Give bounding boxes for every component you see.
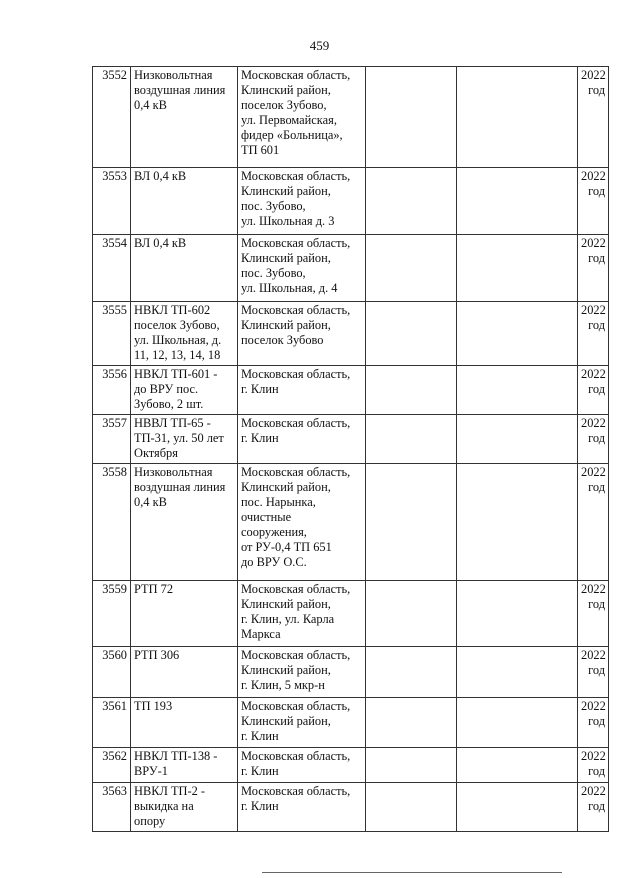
table-row	[93, 581, 609, 647]
year-cell: 2022 год	[578, 464, 609, 581]
empty-cell	[457, 783, 578, 832]
empty-cell	[457, 235, 578, 302]
object-address: Московская область, Клинский район, г. Клин, ул. Карла Маркса	[238, 581, 366, 647]
empty-cell	[366, 168, 457, 235]
row-number: 3559	[93, 581, 131, 647]
year-cell: 2022 год	[578, 415, 609, 464]
object-address: Московская область, Клинский район, поселок Зубово, ул. Первомайская, фидер «Больница», ТП 601	[238, 67, 366, 168]
table-row	[93, 464, 609, 581]
empty-cell	[457, 415, 578, 464]
table-row	[93, 698, 609, 748]
empty-cell	[366, 67, 457, 168]
table-row	[93, 67, 609, 168]
year-cell: 2022 год	[578, 366, 609, 415]
year-cell: 2022 год	[578, 168, 609, 235]
table-row	[93, 415, 609, 464]
row-number: 3554	[93, 235, 131, 302]
object-address: Московская область, Клинский район, пос. Нарынка, очистные сооружения, от РУ-0,4 ТП 651 до ВРУ О.С.	[238, 464, 366, 581]
year-cell: 2022 год	[578, 581, 609, 647]
empty-cell	[457, 581, 578, 647]
row-number: 3557	[93, 415, 131, 464]
object-address: Московская область, Клинский район, пос. Зубово, ул. Школьная д. 3	[238, 168, 366, 235]
object-address: Московская область, Клинский район, поселок Зубово	[238, 302, 366, 366]
row-number: 3558	[93, 464, 131, 581]
object-address: Московская область, Клинский район, г. Клин, 5 мкр-н	[238, 647, 366, 698]
row-number: 3553	[93, 168, 131, 235]
empty-cell	[457, 366, 578, 415]
empty-cell	[366, 464, 457, 581]
empty-cell	[366, 415, 457, 464]
year-cell: 2022 год	[578, 647, 609, 698]
row-number: 3562	[93, 748, 131, 783]
object-address: Московская область, г. Клин	[238, 783, 366, 832]
row-number: 3560	[93, 647, 131, 698]
empty-cell	[366, 581, 457, 647]
year-cell: 2022 год	[578, 302, 609, 366]
empty-cell	[366, 647, 457, 698]
object-name: НВКЛ ТП-138 - ВРУ-1	[131, 748, 238, 783]
object-address: Московская область, Клинский район, пос. Зубово, ул. Школьная, д. 4	[238, 235, 366, 302]
object-name: Низковольтная воздушная линия 0,4 кВ	[131, 464, 238, 581]
object-name: РТП 72	[131, 581, 238, 647]
year-cell: 2022 год	[578, 235, 609, 302]
year-cell: 2022 год	[578, 783, 609, 832]
empty-cell	[457, 67, 578, 168]
object-address: Московская область, г. Клин	[238, 366, 366, 415]
registry-table	[92, 66, 609, 832]
table-row	[93, 783, 609, 832]
object-name: ВЛ 0,4 кВ	[131, 168, 238, 235]
object-name: НВКЛ ТП-602 поселок Зубово, ул. Школьная, д. 11, 12, 13, 14, 18	[131, 302, 238, 366]
footer-divider	[262, 872, 562, 873]
row-number: 3563	[93, 783, 131, 832]
object-name: Низковольтная воздушная линия 0,4 кВ	[131, 67, 238, 168]
object-address: Московская область, г. Клин	[238, 748, 366, 783]
table-row	[93, 366, 609, 415]
empty-cell	[457, 647, 578, 698]
row-number: 3552	[93, 67, 131, 168]
empty-cell	[457, 464, 578, 581]
object-name: ВЛ 0,4 кВ	[131, 235, 238, 302]
object-name: НВВЛ ТП-65 - ТП-31, ул. 50 лет Октября	[131, 415, 238, 464]
empty-cell	[457, 168, 578, 235]
object-name: ТП 193	[131, 698, 238, 748]
row-number: 3561	[93, 698, 131, 748]
table-row	[93, 168, 609, 235]
table-row	[93, 647, 609, 698]
year-cell: 2022 год	[578, 698, 609, 748]
empty-cell	[366, 783, 457, 832]
year-cell: 2022 год	[578, 67, 609, 168]
table-row	[93, 302, 609, 366]
empty-cell	[366, 302, 457, 366]
object-name: РТП 306	[131, 647, 238, 698]
object-address: Московская область, г. Клин	[238, 415, 366, 464]
object-address: Московская область, Клинский район, г. Клин	[238, 698, 366, 748]
row-number: 3556	[93, 366, 131, 415]
row-number: 3555	[93, 302, 131, 366]
empty-cell	[366, 698, 457, 748]
empty-cell	[366, 235, 457, 302]
table-row	[93, 235, 609, 302]
page-number: 459	[309, 38, 330, 53]
object-name: НВКЛ ТП-2 - выкидка на опору	[131, 783, 238, 832]
empty-cell	[457, 698, 578, 748]
object-name: НВКЛ ТП-601 - до ВРУ пос. Зубово, 2 шт.	[131, 366, 238, 415]
empty-cell	[366, 366, 457, 415]
year-cell: 2022 год	[578, 748, 609, 783]
empty-cell	[457, 302, 578, 366]
table-row	[93, 748, 609, 783]
empty-cell	[457, 748, 578, 783]
empty-cell	[366, 748, 457, 783]
